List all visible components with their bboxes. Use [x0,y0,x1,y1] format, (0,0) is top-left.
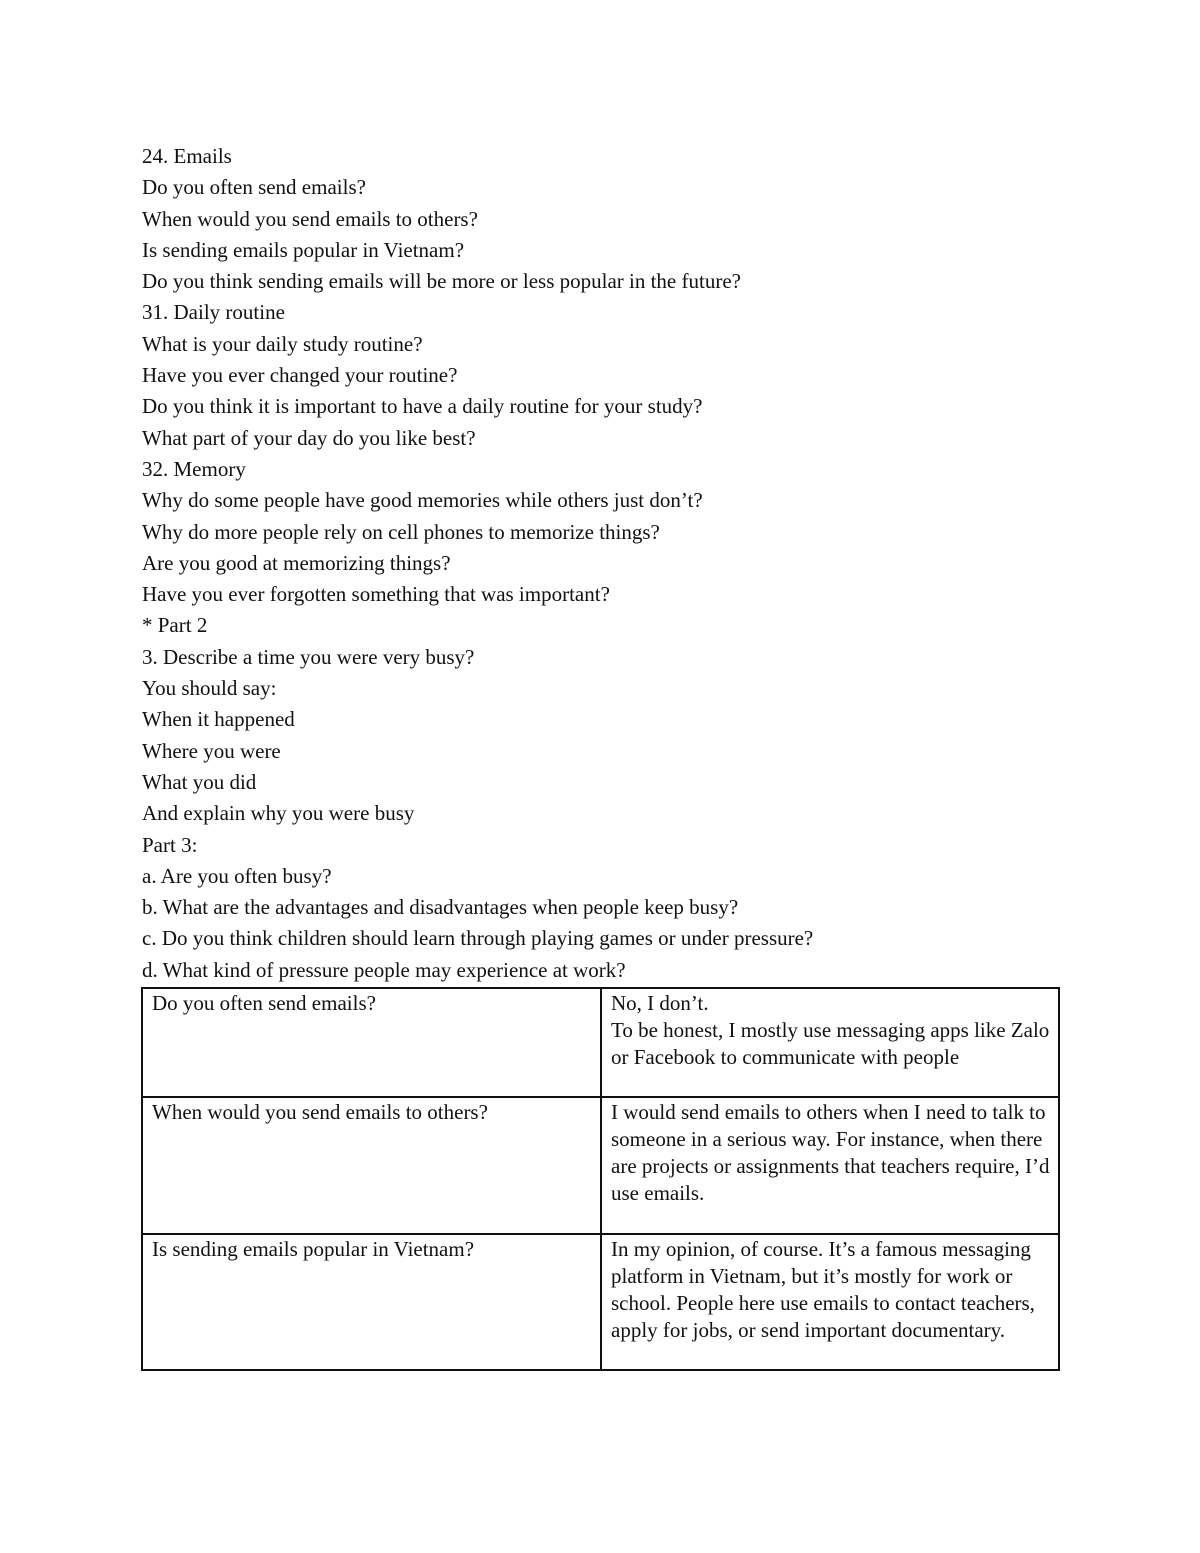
question-list [142,141,1062,986]
question-line: c. Do you think children should learn through playing games or under pressure? [142,926,814,951]
question-cell: Is sending emails popular in Vietnam? [142,1234,601,1370]
section-heading-part-2: * Part 2 [142,613,208,638]
cue-card-title: 3. Describe a time you were very busy? [142,644,475,669]
question-line: b. What are the advantages and disadvantages when people keep busy? [142,895,739,920]
question-line: Why do more people rely on cell phones to memorize things? [142,519,660,544]
question-line: Are you good at memorizing things? [142,550,451,575]
question-line: Have you ever forgotten something that was important? [142,582,610,607]
table-row [142,1234,1059,1370]
question-line: a. Are you often busy? [142,863,332,888]
table-row [142,1097,1059,1234]
question-line: Have you ever changed your routine? [142,363,458,388]
section-heading-memory: 32. Memory [142,456,246,481]
question-line: What part of your day do you like best? [142,425,476,450]
cue-card-line: When it happened [142,707,295,732]
answer-text: No, I don’t. [611,991,709,1015]
question-line: d. What kind of pressure people may experience at work? [142,957,626,982]
answer-cell [601,988,1059,1097]
cue-card-line: And explain why you were busy [142,801,415,826]
section-heading-emails: 24. Emails [142,144,232,168]
cue-card-line: What you did [142,769,257,794]
question-line: Do you think sending emails will be more or less popular in the future? [142,269,741,294]
answer-cell [601,1097,1059,1234]
question-line: What is your daily study routine? [142,331,423,356]
cue-card-line: Where you were [142,738,281,763]
question-line: Why do some people have good memories while others just don’t? [142,488,703,513]
section-heading-part-3: Part 3: [142,832,198,857]
question-line: When would you send emails to others? [142,206,478,231]
question-line: Do you often send emails? [142,175,366,200]
answer-text: I would send emails to others when I need to talk to someone in a serious way. For instance, when there are projects or assignments that teachers require, I’d use emails. [611,1100,1050,1205]
cue-card-line: You should say: [142,676,277,701]
section-heading-daily-routine: 31. Daily routine [142,300,285,325]
question-line: Do you think it is important to have a daily routine for your study? [142,394,703,419]
question-line: Is sending emails popular in Vietnam? [142,237,465,262]
answer-table [141,987,1060,1371]
answer-text: To be honest, I mostly use messaging apps like Zalo or Facebook to communicate with people [611,1018,1050,1069]
table-row [142,988,1059,1097]
question-cell: When would you send emails to others? [142,1097,601,1234]
answer-text: In my opinion, of course. It’s a famous messaging platform in Vietnam, but it’s mostly for work or school. People here use emails to contact teachers, apply for jobs, or send important documentary. [611,1237,1035,1342]
question-cell: Do you often send emails? [142,988,601,1097]
answer-cell [601,1234,1059,1370]
